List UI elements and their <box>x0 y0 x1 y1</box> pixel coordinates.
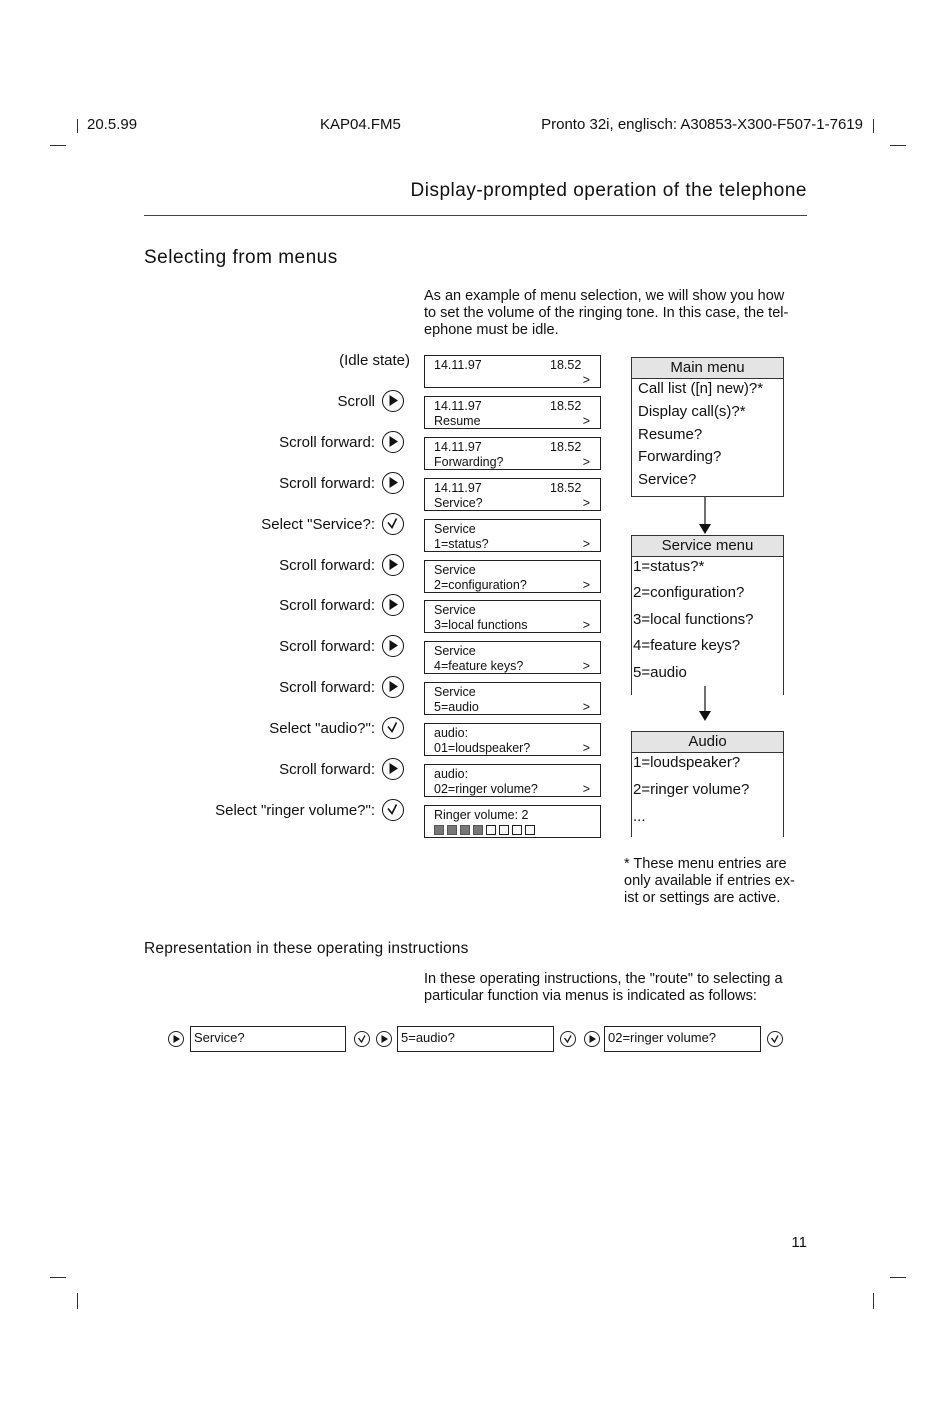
display-screen <box>424 641 601 674</box>
display-line-1: 14.11.97 <box>434 439 482 454</box>
crop-mark <box>50 1277 66 1278</box>
display-line-1: audio: <box>434 767 469 781</box>
volume-segment-filled <box>473 825 483 835</box>
crop-mark <box>50 145 66 146</box>
step-label: Scroll forward: <box>279 597 375 615</box>
display-time: 18.52 <box>550 398 582 413</box>
display-screen <box>424 560 601 593</box>
check-icon <box>354 1031 370 1047</box>
crop-mark <box>873 1293 874 1309</box>
header-date: 20.5.99 <box>87 116 138 133</box>
crop-mark <box>890 1277 906 1278</box>
route-display: Service? <box>190 1026 346 1052</box>
header-doc-id: Pronto 32i, englisch: A30853-X300-F507-1-7619 <box>541 116 863 133</box>
menu-title: Audio <box>632 732 783 753</box>
display-screen <box>424 519 601 552</box>
display-arrow: > <box>582 373 590 387</box>
play-icon <box>382 431 404 453</box>
menu-item: Display call(s)?* <box>638 403 746 420</box>
volume-segment-filled <box>434 825 444 835</box>
menu-item: ... <box>633 808 646 825</box>
menu-item: 5=audio <box>633 664 687 681</box>
display-line-1: Service <box>434 562 476 577</box>
play-icon <box>382 554 404 576</box>
representation-paragraph: In these operating instructions, the "route" to selecting a particular function via menus is indicated as follows: <box>424 971 783 1004</box>
display-screen <box>424 764 601 797</box>
menu-item: Resume? <box>638 426 703 443</box>
display-arrow: > <box>582 577 590 592</box>
play-icon <box>382 472 404 494</box>
display-line-2: 02=ringer volume? <box>434 782 538 796</box>
display-line-1: Service <box>434 644 476 659</box>
step-label: (Idle state) <box>339 352 410 369</box>
menu-item: 2=ringer volume? <box>633 781 750 798</box>
menu-item: Call list ([n] new)?* <box>638 380 764 397</box>
step-label: Scroll forward: <box>279 474 375 492</box>
check-icon <box>382 513 404 535</box>
step-label: Scroll forward: <box>279 679 375 697</box>
service-menu <box>631 535 784 695</box>
step-label: Scroll forward: <box>279 556 375 574</box>
arrow-down-icon <box>698 497 712 535</box>
menu-item: 2=configuration? <box>633 584 745 601</box>
display-screen <box>424 437 601 470</box>
display-screen <box>424 355 601 388</box>
display-arrow: > <box>582 659 590 674</box>
menu-item: 4=feature keys? <box>633 637 741 654</box>
volume-segment-empty <box>499 825 509 835</box>
display-line-2: 01=loudspeaker? <box>434 741 531 756</box>
arrow-down-icon <box>698 686 712 722</box>
volume-bar <box>434 822 538 836</box>
step-label: Select "Service?: <box>261 515 375 533</box>
step-label: Scroll forward: <box>279 433 375 451</box>
display-line-1: Service <box>434 521 476 536</box>
page-number: 11 <box>791 1234 807 1251</box>
display-line-1: Service <box>434 685 476 700</box>
menu-item: 1=loudspeaker? <box>633 754 741 771</box>
play-icon <box>382 635 404 657</box>
display-arrow: > <box>582 495 590 510</box>
volume-segment-filled <box>447 825 457 835</box>
display-line-2: Service? <box>434 495 483 510</box>
display-line-1: 14.11.97 <box>434 398 482 413</box>
step-label: Scroll <box>337 392 375 410</box>
display-line-2: 1=status? <box>434 536 489 551</box>
display-line-1: 14.11.97 <box>434 480 482 495</box>
route-display: 02=ringer volume? <box>604 1026 761 1052</box>
step-label: Scroll forward: <box>279 761 375 778</box>
display-time: 18.52 <box>550 358 582 372</box>
display-screen <box>424 682 601 715</box>
play-icon <box>382 758 404 780</box>
display-line-2: Resume <box>434 413 481 428</box>
header-file: KAP04.FM5 <box>320 116 401 133</box>
subsection-title: Representation in these operating instructions <box>144 940 469 957</box>
volume-segment-empty <box>525 825 535 835</box>
menu-title: Service menu <box>632 536 783 557</box>
play-icon <box>376 1031 392 1047</box>
menu-item: 1=status?* <box>633 558 705 575</box>
display-screen <box>424 396 601 429</box>
step-label: Scroll forward: <box>279 638 375 656</box>
display-arrow: > <box>582 413 590 428</box>
menu-item: 3=local functions? <box>633 611 754 628</box>
play-icon <box>168 1031 184 1047</box>
display-screen <box>424 478 601 511</box>
crop-mark <box>890 145 906 146</box>
crop-mark <box>77 119 78 133</box>
display-screen <box>424 723 601 756</box>
play-icon <box>382 594 404 616</box>
display-line-1: 14.11.97 <box>434 358 482 372</box>
crop-mark <box>873 119 874 133</box>
audio-menu <box>631 731 784 837</box>
step-label: Select "audio?": <box>269 720 375 738</box>
chapter-title: Display-prompted operation of the telephone <box>410 180 807 201</box>
display-line-1: Ringer volume: 2 <box>434 807 529 822</box>
menu-title: Main menu <box>632 358 783 379</box>
check-icon <box>382 799 404 821</box>
display-arrow: > <box>582 536 590 551</box>
main-menu <box>631 357 784 497</box>
display-line-2: 5=audio <box>434 700 479 715</box>
check-icon <box>560 1031 576 1047</box>
volume-segment-empty <box>512 825 522 835</box>
display-time: 18.52 <box>550 439 582 454</box>
display-screen <box>424 600 601 633</box>
display-arrow: > <box>582 700 590 715</box>
play-icon <box>382 676 404 698</box>
check-icon <box>382 717 404 739</box>
section-title: Selecting from menus <box>144 247 338 268</box>
display-arrow: > <box>582 618 590 633</box>
intro-paragraph: As an example of menu selection, we will show you how to set the volume of the ringing tone. In this case, the tel- ephone must be idle. <box>424 288 789 338</box>
display-line-2: 3=local functions <box>434 618 528 633</box>
play-icon <box>382 390 404 412</box>
divider <box>144 215 807 216</box>
display-arrow: > <box>582 454 590 469</box>
menu-item: Forwarding? <box>638 448 722 465</box>
footnote: * These menu entries are only available if entries ex- ist or settings are active. <box>624 856 795 906</box>
display-line-2: 2=configuration? <box>434 577 527 592</box>
display-line-2: 4=feature keys? <box>434 659 524 674</box>
check-icon <box>767 1031 783 1047</box>
menu-item: Service? <box>638 471 697 488</box>
display-screen <box>424 805 601 838</box>
display-arrow: > <box>582 741 590 756</box>
display-line-1: Service <box>434 603 476 618</box>
display-time: 18.52 <box>550 480 582 495</box>
display-line-1: audio: <box>434 726 469 741</box>
play-icon <box>584 1031 600 1047</box>
volume-segment-empty <box>486 825 496 835</box>
route-display: 5=audio? <box>397 1026 554 1052</box>
display-line-2: Forwarding? <box>434 454 504 469</box>
step-label: Select "ringer volume?": <box>215 801 375 819</box>
crop-mark <box>77 1293 78 1309</box>
volume-segment-filled <box>460 825 470 835</box>
display-arrow: > <box>582 782 590 796</box>
